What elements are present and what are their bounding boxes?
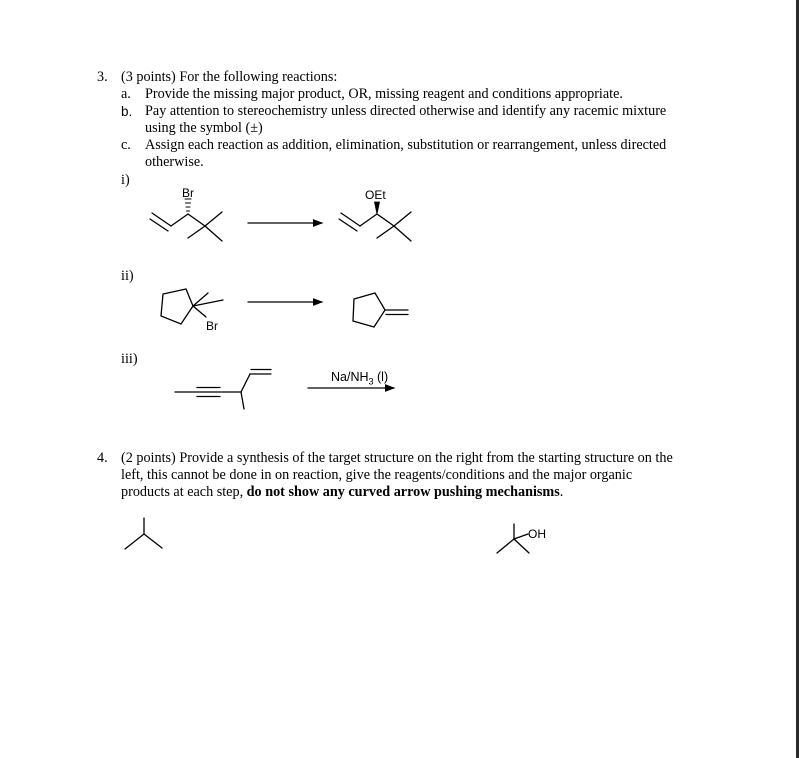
- q3-item-c-text-2: otherwise.: [145, 154, 204, 170]
- q4-starting-structure: [125, 518, 162, 549]
- reaction-i-reactant-br-label: Br: [182, 186, 194, 200]
- q4-text-3-plain: products at each step,: [121, 484, 247, 500]
- q3-item-b-marker: b.: [121, 104, 133, 119]
- reaction-i-label: i): [121, 172, 130, 188]
- q3-item-b-text-1: Pay attention to stereochemistry unless directed otherwise and identify any racemic mixture: [145, 103, 667, 119]
- q4-text-2: left, this cannot be done in on reaction, give the reagents/conditions and the major organic: [121, 467, 633, 483]
- q3-item-a-text: Provide the missing major product, OR, missing reagent and conditions appropriate.: [145, 86, 623, 102]
- reaction-iii-reactant-structure: [175, 370, 271, 410]
- reagent-formula: Na/NH: [331, 370, 369, 384]
- q3-item-a-marker: a.: [121, 86, 131, 102]
- reagent-phase: (l): [373, 370, 389, 384]
- reaction-ii-product-structure: [353, 293, 408, 327]
- q4-text-3-bold: do not show any curved arrow pushing mechanisms: [246, 484, 560, 500]
- reaction-ii-label: ii): [121, 268, 134, 284]
- reaction-i-reactant-structure: [150, 212, 222, 241]
- q3-item-c-text-1: Assign each reaction as addition, elimination, substitution or rearrangement, unless directed: [145, 137, 667, 153]
- q3-item-c-marker: c.: [121, 137, 131, 153]
- reaction-i-hashed-wedge: [185, 199, 191, 211]
- reaction-iii-reagent: [331, 370, 388, 387]
- q3-number: 3.: [97, 69, 108, 85]
- q4-target-oh-label: OH: [528, 527, 546, 541]
- q4-text-1: (2 points) Provide a synthesis of the target structure on the right from the starting structure on the: [121, 450, 673, 466]
- reaction-iii-label: iii): [121, 351, 138, 367]
- q4-text-3-end: .: [559, 484, 564, 500]
- q3-header: (3 points) For the following reactions:: [121, 69, 338, 85]
- reaction-i-product-oet-label: OEt: [365, 188, 386, 202]
- reaction-i-solid-wedge: [375, 202, 380, 214]
- reaction-i-product-structure: [339, 212, 411, 241]
- reaction-ii-reactant-br-label: Br: [206, 319, 218, 333]
- q4-target-structure: [497, 524, 529, 553]
- q4-number: 4.: [97, 450, 108, 466]
- q3-item-b-text-2: using the symbol (±): [145, 120, 263, 136]
- reagent-subscript: 3: [368, 376, 374, 387]
- q4-text-3: [121, 484, 563, 501]
